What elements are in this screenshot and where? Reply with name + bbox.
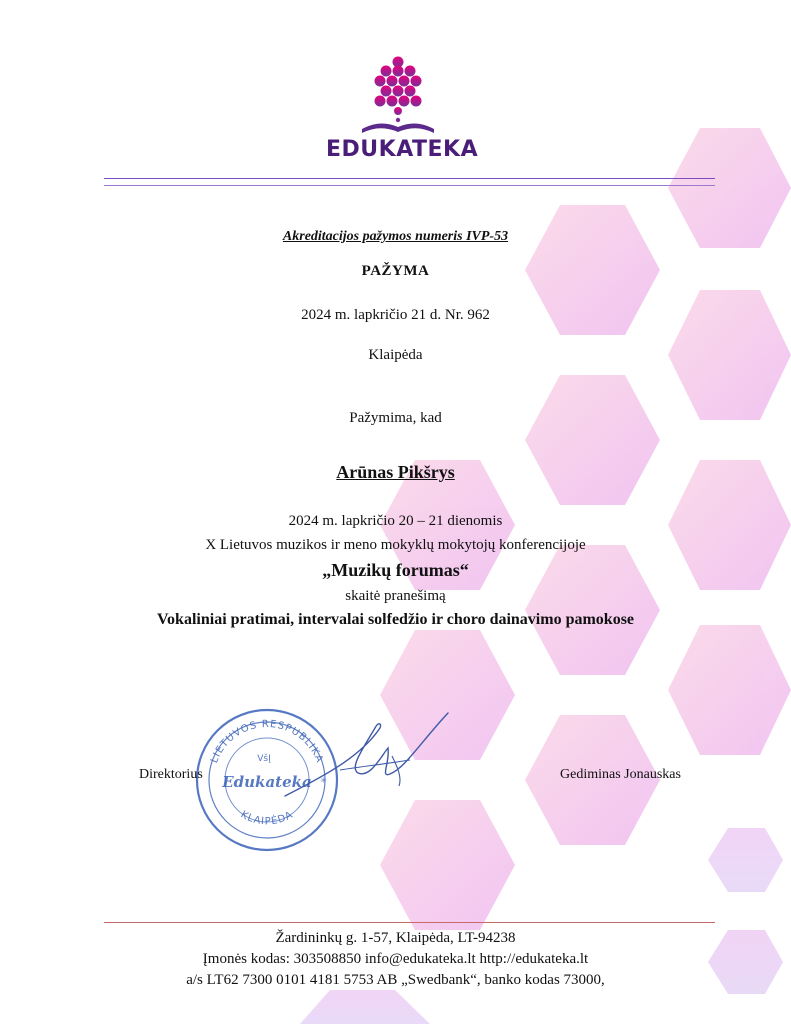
header-rule-top — [104, 178, 715, 179]
signatory-name: Gediminas Jonauskas — [560, 767, 681, 782]
brand-wordmark: EDUKATEKA — [326, 137, 479, 162]
action-text: skaitė pranešimą — [345, 588, 446, 604]
event-name: „Muzikų forumas“ — [322, 560, 469, 580]
stamp-bottom-text: KLAIPĖDA — [238, 809, 296, 828]
svg-text:KLAIPĖDA — [239, 809, 296, 827]
certificate-city: Klaipėda — [368, 347, 423, 363]
certificate-title: PAŽYMA — [361, 263, 430, 279]
header-rule-bottom — [104, 185, 715, 186]
certificate-date-number: 2024 m. lapkričio 21 d. Nr. 962 — [301, 307, 490, 323]
accreditation-number: Akreditacijos pažymos numeris IVP-53 — [282, 229, 509, 244]
handwritten-signature — [280, 708, 460, 803]
footer-rule — [104, 922, 715, 923]
recipient-name: Arūnas Pikšrys — [336, 462, 455, 482]
footer-company: Įmonės kodas: 303508850 info@edukateka.lt http://edukateka.lt — [202, 951, 589, 967]
signatory-role: Direktorius — [139, 767, 203, 782]
certify-text: Pažymima, kad — [349, 410, 442, 426]
presentation-title: Vokaliniai pratimai, intervalai solfedžio ir choro dainavimo pamokose — [156, 611, 635, 628]
event-dates: 2024 m. lapkričio 20 – 21 dienomis — [288, 513, 503, 529]
stamp-star-icon: ✳ — [320, 776, 327, 785]
footer-address: Žardininkų g. 1-57, Klaipėda, LT-94238 — [275, 930, 516, 946]
footer-bank: a/s LT62 7300 0101 4181 5753 AB „Swedbank“, banko kodas 73000, — [186, 972, 605, 988]
stamp-center-small: VšĮ — [257, 754, 271, 764]
stamp-center-name: Edukateka — [222, 773, 312, 791]
stamp-top-text: LIETUVOS RESPUBLIKA — [209, 718, 325, 765]
event-description: X Lietuvos muzikos ir meno mokyklų mokytojų konferencijoje — [205, 537, 586, 553]
